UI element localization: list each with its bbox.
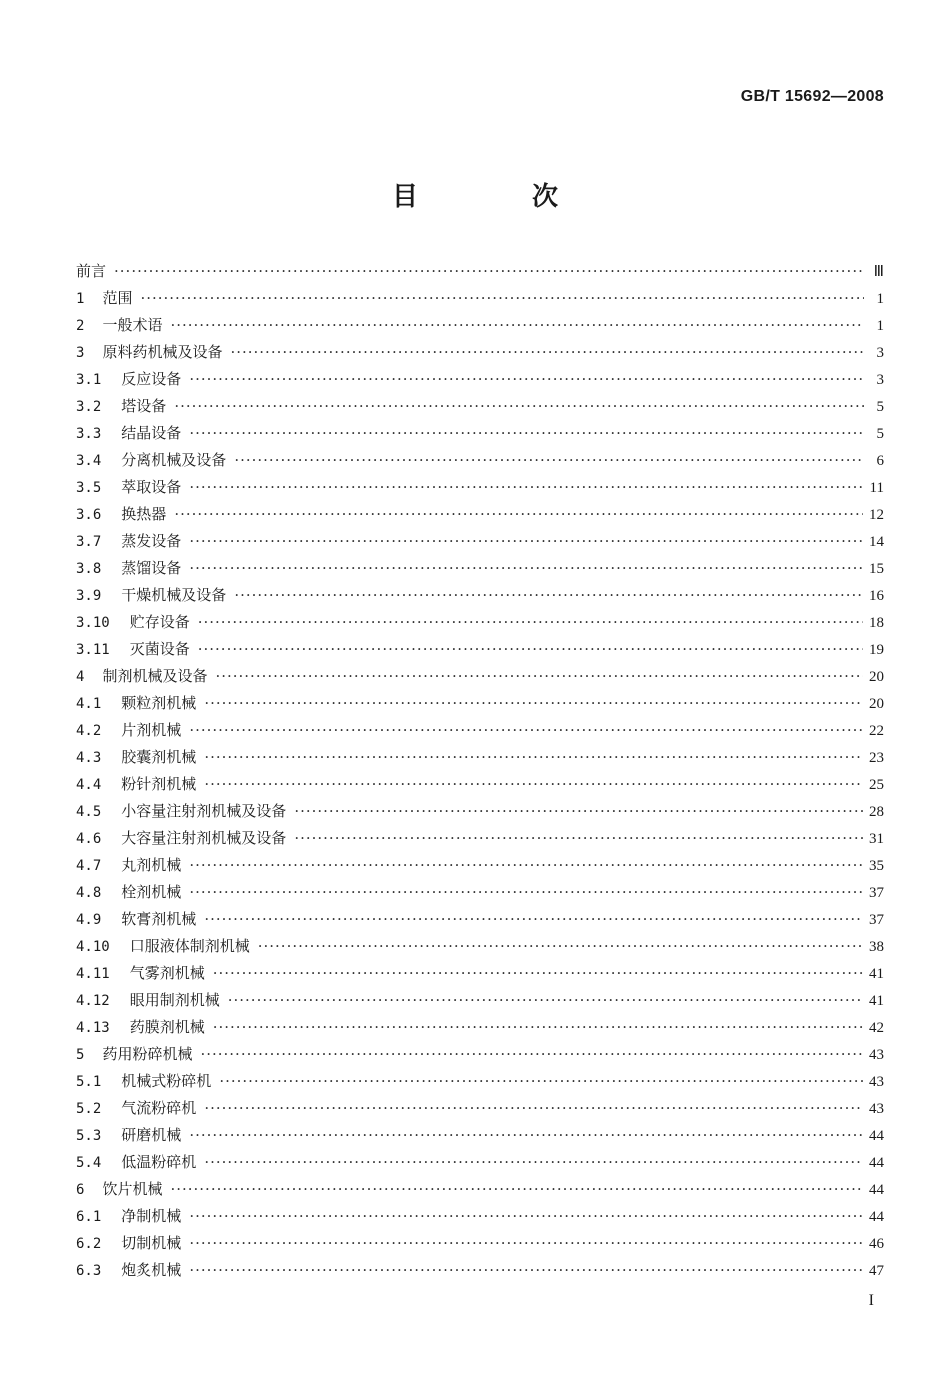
table-of-contents <box>76 258 884 1284</box>
toc-entry-page: 38 <box>869 939 884 955</box>
toc-entry-label: 制剂机械及设备 <box>102 667 208 685</box>
toc-entry-label: 药膜剂机械 <box>129 1018 205 1036</box>
toc-entry-number: 4.13 <box>76 1020 110 1036</box>
toc-entry-label: 前言 <box>76 262 107 280</box>
toc-entry-number: 3.11 <box>76 642 110 658</box>
toc-leader-dots <box>189 879 863 906</box>
toc-leader-dots <box>258 933 863 960</box>
toc-entry <box>76 609 884 636</box>
toc-entry <box>76 636 884 663</box>
toc-entry-label: 灭菌设备 <box>129 640 190 658</box>
toc-entry-number: 4.4 <box>76 777 102 793</box>
toc-entry-number: 4.3 <box>76 750 102 766</box>
toc-entry-number: 3.5 <box>76 480 102 496</box>
toc-entry <box>76 933 884 960</box>
toc-leader-dots <box>228 987 863 1014</box>
toc-entry-page: 42 <box>869 1020 884 1036</box>
toc-entry-label: 软膏剂机械 <box>121 910 197 928</box>
toc-entry-label: 药用粉碎机械 <box>102 1045 193 1063</box>
toc-leader-dots <box>189 528 863 555</box>
toc-leader-dots <box>114 258 864 285</box>
toc-entry-page: 14 <box>869 534 884 550</box>
toc-entry-label: 低温粉碎机 <box>121 1153 197 1171</box>
toc-entry-page: 16 <box>869 588 884 604</box>
toc-entry-number: 4.5 <box>76 804 102 820</box>
toc-entry <box>76 258 884 285</box>
toc-entry-page: 20 <box>869 696 884 712</box>
toc-entry-number: 5.1 <box>76 1074 102 1090</box>
toc-entry <box>76 366 884 393</box>
toc-entry-label: 原料药机械及设备 <box>102 343 223 361</box>
toc-entry <box>76 1230 884 1257</box>
toc-entry <box>76 960 884 987</box>
toc-leader-dots <box>189 717 863 744</box>
toc-entry <box>76 1203 884 1230</box>
toc-entry <box>76 906 884 933</box>
toc-entry-number: 4.1 <box>76 696 102 712</box>
toc-entry <box>76 879 884 906</box>
toc-entry-page: 1 <box>876 318 884 334</box>
toc-entry-number: 4.9 <box>76 912 102 928</box>
toc-entry <box>76 582 884 609</box>
toc-entry-label: 反应设备 <box>121 370 182 388</box>
toc-leader-dots <box>200 1041 863 1068</box>
toc-entry-number: 3.6 <box>76 507 102 523</box>
toc-entry-label: 换热器 <box>121 505 167 523</box>
toc-entry <box>76 987 884 1014</box>
toc-entry-page: 3 <box>876 372 884 388</box>
toc-leader-dots <box>204 906 863 933</box>
toc-entry-number: 6.2 <box>76 1236 102 1252</box>
toc-entry-number: 3.10 <box>76 615 110 631</box>
toc-entry <box>76 555 884 582</box>
toc-entry-label: 蒸发设备 <box>121 532 182 550</box>
toc-entry <box>76 771 884 798</box>
toc-entry-label: 范围 <box>102 289 133 307</box>
toc-leader-dots <box>140 285 864 312</box>
toc-entry-page: 44 <box>869 1209 884 1225</box>
toc-entry-number: 4.12 <box>76 993 110 1009</box>
toc-entry-number: 5.3 <box>76 1128 102 1144</box>
toc-entry-page: 12 <box>869 507 884 523</box>
toc-entry <box>76 312 884 339</box>
toc-entry-label: 蒸馏设备 <box>121 559 182 577</box>
standard-code: GB/T 15692—2008 <box>740 88 884 105</box>
toc-entry-page: Ⅲ <box>873 264 884 280</box>
toc-leader-dots <box>189 1230 863 1257</box>
toc-entry-page: 44 <box>869 1182 884 1198</box>
toc-entry-page: 6 <box>876 453 884 469</box>
toc-entry-label: 萃取设备 <box>121 478 182 496</box>
toc-entry-page: 35 <box>869 858 884 874</box>
toc-entry-number: 3.4 <box>76 453 102 469</box>
toc-entry-page: 44 <box>869 1128 884 1144</box>
toc-entry-number: 4.2 <box>76 723 102 739</box>
toc-entry <box>76 1149 884 1176</box>
toc-leader-dots <box>189 1203 863 1230</box>
toc-entry-label: 小容量注射剂机械及设备 <box>121 802 287 820</box>
toc-entry-number: 4.10 <box>76 939 110 955</box>
toc-entry-label: 栓剂机械 <box>121 883 182 901</box>
toc-leader-dots <box>198 609 863 636</box>
toc-entry-number: 6.1 <box>76 1209 102 1225</box>
toc-leader-dots <box>230 339 864 366</box>
toc-entry <box>76 1014 884 1041</box>
page-number: I <box>868 1292 874 1309</box>
toc-entry-label: 眼用制剂机械 <box>129 991 220 1009</box>
toc-entry-label: 炮炙机械 <box>121 1261 182 1279</box>
toc-leader-dots <box>189 852 863 879</box>
toc-entry-label: 气流粉碎机 <box>121 1099 197 1117</box>
toc-entry-page: 46 <box>869 1236 884 1252</box>
toc-entry-label: 结晶设备 <box>121 424 182 442</box>
toc-leader-dots <box>189 555 863 582</box>
toc-entry-number: 1 <box>76 291 85 307</box>
page-title: 目 次 <box>391 182 602 212</box>
toc-entry-page: 31 <box>869 831 884 847</box>
toc-entry-label: 研磨机械 <box>121 1126 182 1144</box>
toc-entry-label: 片剂机械 <box>121 721 182 739</box>
toc-entry <box>76 501 884 528</box>
toc-entry-page: 1 <box>876 291 884 307</box>
toc-leader-dots <box>204 690 863 717</box>
toc-entry-number: 3.3 <box>76 426 102 442</box>
toc-entry <box>76 852 884 879</box>
toc-entry-number: 5.4 <box>76 1155 102 1171</box>
toc-entry-page: 11 <box>869 480 884 496</box>
toc-leader-dots <box>204 744 863 771</box>
toc-leader-dots <box>234 582 863 609</box>
toc-entry <box>76 420 884 447</box>
toc-entry-number: 6 <box>76 1182 85 1198</box>
toc-entry-number: 4 <box>76 669 85 685</box>
toc-entry-page: 19 <box>869 642 884 658</box>
toc-entry <box>76 798 884 825</box>
toc-entry-page: 47 <box>869 1263 884 1279</box>
toc-leader-dots <box>294 798 863 825</box>
toc-entry-page: 20 <box>869 669 884 685</box>
toc-entry-number: 5.2 <box>76 1101 102 1117</box>
toc-entry-number: 4.11 <box>76 966 110 982</box>
toc-entry-label: 口服液体制剂机械 <box>129 937 250 955</box>
toc-entry-label: 分离机械及设备 <box>121 451 227 469</box>
toc-entry-number: 3.1 <box>76 372 102 388</box>
toc-entry <box>76 744 884 771</box>
toc-leader-dots <box>215 663 863 690</box>
toc-entry-page: 23 <box>869 750 884 766</box>
toc-leader-dots <box>174 501 863 528</box>
toc-entry-page: 43 <box>869 1101 884 1117</box>
toc-leader-dots <box>213 960 863 987</box>
toc-entry-number: 3 <box>76 345 85 361</box>
toc-entry <box>76 1122 884 1149</box>
toc-entry <box>76 663 884 690</box>
toc-entry-page: 43 <box>869 1047 884 1063</box>
toc-entry-label: 饮片机械 <box>102 1180 163 1198</box>
toc-leader-dots <box>204 1149 863 1176</box>
toc-leader-dots <box>234 447 864 474</box>
toc-entry <box>76 447 884 474</box>
toc-entry-page: 37 <box>869 885 884 901</box>
toc-entry-label: 胶囊剂机械 <box>121 748 197 766</box>
toc-entry-page: 37 <box>869 912 884 928</box>
toc-leader-dots <box>189 474 863 501</box>
toc-entry-label: 丸剂机械 <box>121 856 182 874</box>
toc-entry <box>76 1176 884 1203</box>
toc-entry <box>76 1257 884 1284</box>
toc-entry-number: 6.3 <box>76 1263 102 1279</box>
toc-entry <box>76 1041 884 1068</box>
toc-leader-dots <box>174 393 864 420</box>
toc-entry-number: 4.8 <box>76 885 102 901</box>
toc-entry-number: 3.8 <box>76 561 102 577</box>
toc-entry-page: 5 <box>876 399 884 415</box>
toc-entry-page: 43 <box>869 1074 884 1090</box>
toc-leader-dots <box>294 825 863 852</box>
toc-entry-number: 3.2 <box>76 399 102 415</box>
toc-leader-dots <box>213 1014 863 1041</box>
toc-entry-label: 颗粒剂机械 <box>121 694 197 712</box>
toc-leader-dots <box>170 312 864 339</box>
toc-entry-page: 15 <box>869 561 884 577</box>
toc-entry <box>76 690 884 717</box>
toc-entry-number: 5 <box>76 1047 85 1063</box>
toc-entry-page: 28 <box>869 804 884 820</box>
toc-entry <box>76 528 884 555</box>
toc-entry-label: 一般术语 <box>102 316 163 334</box>
toc-entry-page: 22 <box>869 723 884 739</box>
toc-entry-page: 41 <box>869 993 884 1009</box>
toc-entry <box>76 339 884 366</box>
toc-entry-number: 3.7 <box>76 534 102 550</box>
toc-entry <box>76 825 884 852</box>
toc-entry-label: 大容量注射剂机械及设备 <box>121 829 287 847</box>
toc-entry-page: 5 <box>876 426 884 442</box>
toc-entry-number: 2 <box>76 318 85 334</box>
toc-entry-label: 切制机械 <box>121 1234 182 1252</box>
toc-entry <box>76 285 884 312</box>
toc-entry-label: 机械式粉碎机 <box>121 1072 212 1090</box>
toc-entry-page: 44 <box>869 1155 884 1171</box>
toc-leader-dots <box>189 420 864 447</box>
toc-leader-dots <box>198 636 863 663</box>
toc-entry <box>76 393 884 420</box>
toc-entry <box>76 474 884 501</box>
toc-leader-dots <box>170 1176 863 1203</box>
toc-entry-number: 4.7 <box>76 858 102 874</box>
toc-entry-label: 粉针剂机械 <box>121 775 197 793</box>
toc-entry-label: 塔设备 <box>121 397 167 415</box>
toc-leader-dots <box>189 1122 863 1149</box>
toc-entry-label: 贮存设备 <box>129 613 190 631</box>
toc-entry-label: 气雾剂机械 <box>129 964 205 982</box>
toc-entry-page: 18 <box>869 615 884 631</box>
toc-leader-dots <box>219 1068 863 1095</box>
toc-entry-page: 41 <box>869 966 884 982</box>
toc-leader-dots <box>204 1095 863 1122</box>
toc-entry-number: 4.6 <box>76 831 102 847</box>
toc-leader-dots <box>189 1257 863 1284</box>
toc-entry-page: 3 <box>876 345 884 361</box>
toc-entry <box>76 1068 884 1095</box>
toc-entry-label: 干燥机械及设备 <box>121 586 227 604</box>
toc-leader-dots <box>204 771 863 798</box>
toc-entry-number: 3.9 <box>76 588 102 604</box>
toc-entry-label: 净制机械 <box>121 1207 182 1225</box>
toc-entry <box>76 1095 884 1122</box>
toc-leader-dots <box>189 366 864 393</box>
toc-entry <box>76 717 884 744</box>
toc-entry-page: 25 <box>869 777 884 793</box>
